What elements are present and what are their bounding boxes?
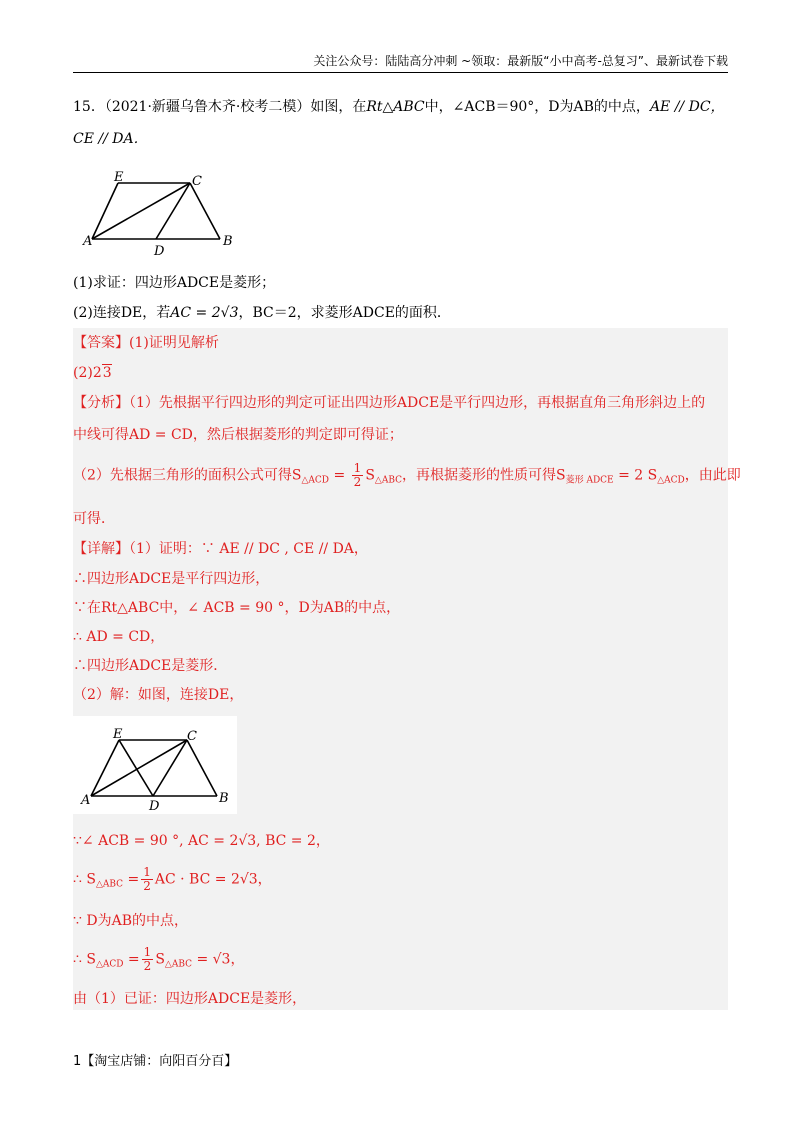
answer-text: (1)证明见解析 <box>129 335 219 351</box>
subscript: 菱形 ADCE <box>565 475 614 486</box>
detail-text: = √3， <box>192 951 245 968</box>
label-d: D <box>154 244 165 259</box>
detail-text: （1）证明：∵ AE // DC , CE // DA， <box>129 541 368 557</box>
fraction-den: 2 <box>353 475 362 489</box>
analysis-text: ，再根据菱形的性质可得S <box>402 467 566 484</box>
detail-line-9: ∵ D为AB的中点， <box>73 913 188 929</box>
label-b: B <box>223 234 233 249</box>
answer-radicand: 3 <box>102 365 112 381</box>
fraction-half <box>141 866 153 893</box>
page-footer: 1【淘宝店铺：向阳百分百】 <box>73 1054 238 1069</box>
detail-tag: 【详解】 <box>73 541 129 557</box>
detail-line-8 <box>73 866 272 896</box>
analysis-line-4: 可得． <box>73 511 115 527</box>
question-text: 中，∠ACB＝90°，D为AB的中点， <box>424 99 650 115</box>
question-text: (2)连接DE，若 <box>73 305 171 321</box>
label-c: C <box>192 174 202 189</box>
subscript: △ACD <box>301 475 330 486</box>
label-e: E <box>114 170 124 185</box>
fraction-num: 1 <box>143 865 151 879</box>
detail-text: AC · BC = 2√3， <box>154 871 272 888</box>
detail-line-10 <box>73 946 244 976</box>
question-line-2: CE // DA． <box>73 131 148 147</box>
triangle-figure-2 <box>73 716 237 814</box>
detail-text: S <box>155 951 165 968</box>
question-math: AC = 2√3 <box>170 305 239 321</box>
analysis-text: ，由此即 <box>684 467 741 484</box>
subscript: △ABC <box>374 475 402 486</box>
analysis-text: S <box>365 467 375 484</box>
answer-line-1 <box>73 332 219 354</box>
fraction-half <box>142 946 154 973</box>
question-text: 15．（2021·新疆乌鲁木齐·校考二模）如图，在 <box>73 99 367 115</box>
fraction-den: 2 <box>143 879 151 893</box>
detail-line-5: ∴四边形ADCE是菱形． <box>73 658 228 674</box>
label-c: C <box>187 729 197 744</box>
analysis-text: （1）先根据平行四边形的判定可证出四边形ADCE是平行四边形，再根据直角三角形斜边上的 <box>129 395 706 411</box>
subscript: △ACD <box>95 959 124 970</box>
label-e: E <box>113 727 123 742</box>
analysis-line-2: 中线可得AD = CD，然后根据菱形的判定即可得证； <box>73 427 403 443</box>
subscript: △ABC <box>95 879 124 890</box>
analysis-text: = 2 S <box>613 467 658 484</box>
fraction-half <box>352 462 364 489</box>
detail-line-4: ∴ AD = CD， <box>73 629 165 645</box>
question-part-1: (1)求证：四边形ADCE是菱形； <box>73 275 276 291</box>
answer-text: (2)2 <box>73 365 102 381</box>
question-math: Rt△ABC <box>366 99 425 115</box>
fraction-num: 1 <box>143 945 152 959</box>
detail-line-3: ∵在Rt△ABC中，∠ ACB = 90 °，D为AB的中点， <box>73 600 401 616</box>
analysis-text: = <box>329 467 350 484</box>
detail-line-6: （2）解：如图，连接DE， <box>73 687 244 703</box>
detail-line-2: ∴四边形ADCE是平行四边形， <box>73 571 270 587</box>
detail-text: ∴ S <box>73 951 96 968</box>
detail-line-11: 由（1）已证：四边形ADCE是菱形， <box>73 991 307 1007</box>
detail-text: ∴ S <box>73 871 96 888</box>
subscript: △ABC <box>164 959 192 970</box>
label-b: B <box>219 791 229 806</box>
detail-line-1 <box>73 538 368 560</box>
page-header: 关注公众号：陆陆高分冲刺 ~领取：最新版“小中高考-总复习”、最新试卷下载 <box>73 52 728 73</box>
detail-line-7: ∵∠ ACB = 90 °, AC = 2√3, BC = 2， <box>73 833 330 849</box>
subscript: △ACD <box>657 475 685 486</box>
fraction-den: 2 <box>143 959 152 973</box>
detail-text: = <box>123 951 140 968</box>
fraction-num: 1 <box>353 461 362 475</box>
triangle-figure-1 <box>80 165 240 260</box>
label-a: A <box>83 234 93 249</box>
analysis-line-1 <box>73 392 705 414</box>
answer-tag: 【答案】 <box>73 335 129 351</box>
analysis-tag: 【分析】 <box>73 395 129 411</box>
question-math: AE // DC， <box>649 99 725 115</box>
detail-text: = <box>123 871 140 888</box>
analysis-text: （2）先根据三角形的面积公式可得S <box>73 467 302 484</box>
label-d: D <box>149 799 160 814</box>
question-line-1 <box>73 96 733 118</box>
question-part-2 <box>73 302 733 324</box>
label-a: A <box>81 793 91 808</box>
answer-line-2 <box>73 362 112 384</box>
question-text: ，BC＝2，求菱形ADCE的面积． <box>238 305 451 321</box>
analysis-line-3 <box>73 462 741 492</box>
